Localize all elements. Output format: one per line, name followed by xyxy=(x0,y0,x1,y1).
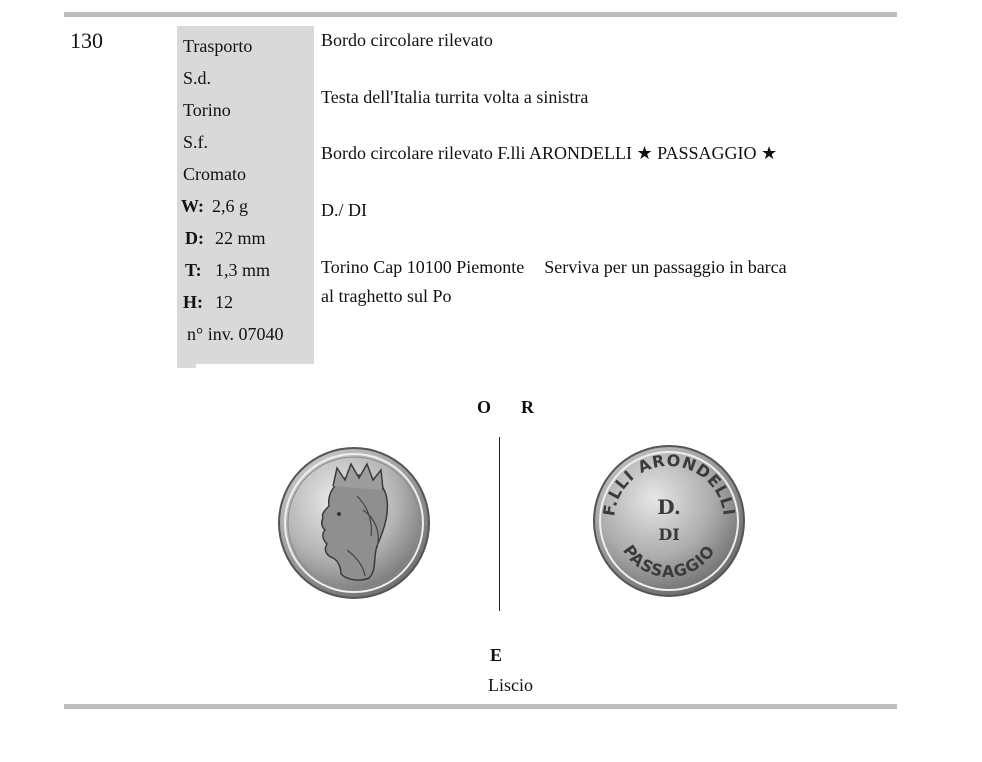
obverse-type: Testa dell'Italia turrita volta a sinistra xyxy=(321,87,589,107)
metadata-panel xyxy=(177,26,314,364)
material: Cromato xyxy=(183,164,246,184)
metadata-panel-tail xyxy=(177,362,196,368)
maker: S.f. xyxy=(183,132,209,152)
weight-row xyxy=(181,196,248,217)
hardness-value: 12 xyxy=(215,292,233,312)
thickness-value: 1,3 mm xyxy=(215,260,271,280)
hardness-label: H: xyxy=(183,292,203,312)
entry-number: 130 xyxy=(70,28,103,53)
location-text: Torino Cap 10100 Piemonte xyxy=(321,257,525,277)
obverse-coin-image xyxy=(277,446,431,600)
reverse-label: R xyxy=(521,397,534,417)
diameter-label: D: xyxy=(185,228,204,248)
reverse-coin-image xyxy=(592,444,746,598)
date: S.d. xyxy=(183,68,212,88)
reverse-coin-center-2: DI xyxy=(658,525,680,544)
category: Trasporto xyxy=(183,36,253,56)
edge-value: Liscio xyxy=(488,675,533,695)
obverse-label: O xyxy=(477,397,492,417)
top-rule xyxy=(64,12,897,17)
city: Torino xyxy=(183,100,231,120)
separator-line xyxy=(499,437,500,611)
notes-continued: al traghetto sul Po xyxy=(321,286,452,306)
weight-label: W: xyxy=(181,196,205,216)
diameter-value: 22 mm xyxy=(215,228,266,248)
reverse-coin-center-1: D. xyxy=(657,495,681,519)
location xyxy=(321,257,787,278)
diameter-row xyxy=(185,228,266,249)
edge-label: E xyxy=(490,645,503,665)
reverse-coin-legend-top: F.LLI ARONDELLI xyxy=(599,450,739,518)
weight-value: 2,6 g xyxy=(212,196,248,216)
thickness-row xyxy=(185,260,270,281)
reverse-field: D./ DI xyxy=(321,200,367,220)
thickness-label: T: xyxy=(185,260,202,280)
notes-text: Serviva per un passaggio in barca xyxy=(544,257,787,277)
obverse-border: Bordo circolare rilevato xyxy=(321,30,493,50)
reverse-border: Bordo circolare rilevato F.lli ARONDELLI ★ PASSAGGIO ★ xyxy=(321,143,778,163)
bottom-rule xyxy=(64,704,897,709)
hardness-row xyxy=(183,292,233,313)
inventory-number: n° inv. 07040 xyxy=(187,324,284,344)
reverse-coin-legend-bottom: PASSAGGIO xyxy=(619,541,719,582)
